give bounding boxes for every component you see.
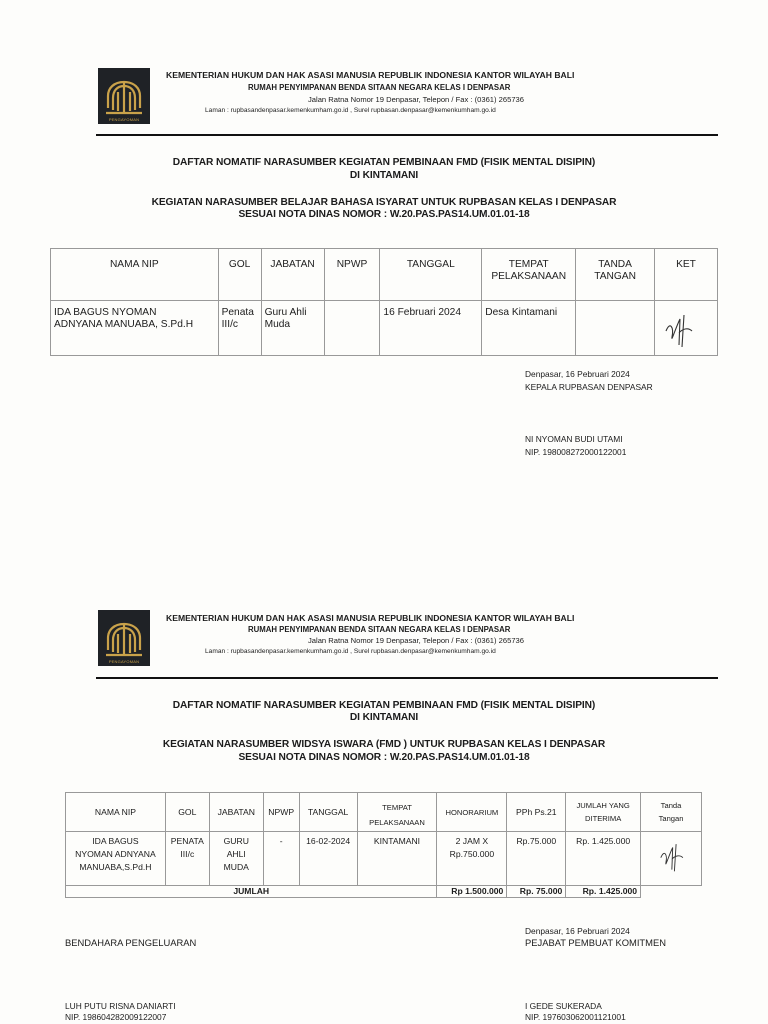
cell-tempat: KINTAMANI — [357, 832, 437, 886]
col-tanda-tangan: Tanda Tangan — [641, 793, 702, 832]
table-row — [51, 301, 718, 356]
kop-rule — [96, 134, 718, 136]
col-tanda-tangan: TANDA TANGAN — [576, 249, 655, 301]
total-pph: Rp. 75.000 — [507, 886, 566, 898]
page2-sign-left-nip: NIP. 198604282009122007 — [65, 1012, 167, 1022]
page1-sign-name: NI NYOMAN BUDI UTAMI — [525, 434, 623, 444]
cell-tanda-tangan — [576, 301, 655, 356]
page2-sign-left-position: BENDAHARA PENGELUARAN — [65, 937, 197, 948]
col-honorarium: HONORARIUM — [437, 793, 507, 832]
kop-address: Jalan Ratna Nomor 19 Denpasar, Telepon / Fax : (0361) 265736 — [308, 636, 524, 645]
col-gol: GOL — [218, 249, 261, 301]
total-row — [66, 886, 702, 898]
page1-title-4: SESUAI NOTA DINAS NOMOR : W.20.PAS.PAS14.UM.01.01-18 — [238, 209, 530, 220]
cell-gol: Penata III/c — [218, 301, 261, 356]
cell-npwp: - — [263, 832, 299, 886]
pohon-beringin-icon — [102, 76, 146, 116]
page1-sign-position: KEPALA RUPBASAN DENPASAR — [525, 382, 653, 392]
kop-website: Laman : rupbasandenpasar.kemenkumham.go.id , Surel rupbasan.denpasar@kemenkumham.go.id — [205, 107, 496, 114]
kop-website: Laman : rupbasandenpasar.kemenkumham.go.id , Surel rupbasan.denpasar@kemenkumham.go.id — [205, 648, 496, 655]
cell-pph: Rp.75.000 — [507, 832, 566, 886]
cell-npwp — [324, 301, 380, 356]
total-jumlah: Rp. 1.425.000 — [566, 886, 641, 898]
page2-title-1: DAFTAR NOMATIF NARASUMBER KEGIATAN PEMBINAAN FMD (FISIK MENTAL DISIPIN) — [172, 700, 596, 711]
col-npwp: NPWP — [324, 249, 380, 301]
table-row — [66, 832, 702, 886]
col-jumlah-diterima: JUMLAH YANG DITERIMA — [566, 793, 641, 832]
ministry-logo — [98, 610, 150, 666]
kop-address: Jalan Ratna Nomor 19 Denpasar, Telepon / Fax : (0361) 265736 — [308, 95, 524, 104]
pohon-beringin-icon — [102, 618, 146, 658]
table-header-row — [51, 249, 718, 301]
page2-sign-right-position: PEJABAT PEMBUAT KOMITMEN — [525, 937, 666, 948]
cell-tanggal: 16 Februari 2024 — [380, 301, 482, 356]
cell-tempat: Desa Kintamani — [482, 301, 576, 356]
kop-rule — [96, 677, 718, 679]
total-label: JUMLAH — [66, 886, 437, 898]
col-nama-nip: NAMA NIP — [51, 249, 219, 301]
cell-nama: IDA BAGUS NYOMAN ADNYANA MANUABA,S.Pd.H — [66, 832, 166, 886]
page1-nominative-table — [50, 248, 718, 356]
kop-office: RUMAH PENYIMPANAN BENDA SITAAN NEGARA KELAS I DENPASAR — [248, 83, 511, 92]
logo-caption: PENGAYOMAN — [108, 117, 140, 122]
page2-payment-table — [65, 792, 702, 898]
col-tanggal: TANGGAL — [380, 249, 482, 301]
col-tempat: TEMPAT PELAKSANAAN — [482, 249, 576, 301]
cell-gol: PENATA III/c — [165, 832, 209, 886]
kop-ministry: KEMENTERIAN HUKUM DAN HAK ASASI MANUSIA REPUBLIK INDONESIA KANTOR WILAYAH BALI — [166, 613, 575, 623]
table-header-row — [66, 793, 702, 832]
page2-sign-left-name: LUH PUTU RISNA DANIARTI — [65, 1001, 176, 1011]
page2-title-3: KEGIATAN NARASUMBER WIDSYA ISWARA (FMD ) UNTUK RUPBASAN KELAS I DENPASAR — [162, 739, 606, 750]
col-npwp: NPWP — [263, 793, 299, 832]
cell-ket — [655, 301, 718, 356]
cell-tanda-tangan — [641, 832, 702, 886]
cell-jabatan: GURU AHLI MUDA — [209, 832, 263, 886]
col-jabatan: JABATAN — [261, 249, 324, 301]
total-empty — [641, 886, 702, 898]
cell-honorarium: 2 JAM X Rp.750.000 — [437, 832, 507, 886]
cell-jumlah: Rp. 1.425.000 — [566, 832, 641, 886]
page2-sign-right-name: I GEDE SUKERADA — [525, 1001, 602, 1011]
page2-title-4: SESUAI NOTA DINAS NOMOR : W.20.PAS.PAS14.UM.01.01-18 — [238, 752, 530, 763]
col-gol: GOL — [165, 793, 209, 832]
cell-jabatan: Guru Ahli Muda — [261, 301, 324, 356]
page1-title-2: DI KINTAMANI — [349, 170, 419, 181]
page1-sign-nip: NIP. 198008272000122001 — [525, 447, 627, 457]
col-tanggal: TANGGAL — [299, 793, 357, 832]
signature-mark — [654, 835, 688, 877]
col-nama-nip: NAMA NIP — [66, 793, 166, 832]
col-ket: KET — [655, 249, 718, 301]
ministry-logo — [98, 68, 150, 124]
page1-sign-place-date: Denpasar, 16 Pebruari 2024 — [525, 369, 630, 379]
page2-title-2: DI KINTAMANI — [349, 712, 419, 723]
col-jabatan: JABATAN — [209, 793, 263, 832]
logo-caption: PENGAYOMAN — [108, 659, 140, 664]
page2-sign-place-date: Denpasar, 16 Pebruari 2024 — [525, 926, 630, 936]
col-tempat: TEMPAT PELAKSANAAN — [357, 793, 437, 832]
kop-ministry: KEMENTERIAN HUKUM DAN HAK ASASI MANUSIA REPUBLIK INDONESIA KANTOR WILAYAH BALI — [166, 70, 575, 80]
col-pph: PPh Ps.21 — [507, 793, 566, 832]
page1-title-3: KEGIATAN NARASUMBER BELAJAR BAHASA ISYARAT UNTUK RUPBASAN KELAS I DENPASAR — [151, 197, 617, 208]
cell-nama: IDA BAGUS NYOMAN ADNYANA MANUABA, S.Pd.H — [51, 301, 219, 356]
page2-sign-right-nip: NIP. 197603062001121001 — [525, 1012, 626, 1022]
page1-title-1: DAFTAR NOMATIF NARASUMBER KEGIATAN PEMBINAAN FMD (FISIK MENTAL DISIPIN) — [172, 157, 596, 168]
kop-office: RUMAH PENYIMPANAN BENDA SITAAN NEGARA KELAS I DENPASAR — [248, 625, 511, 634]
signature-mark — [658, 307, 698, 351]
cell-tanggal: 16-02-2024 — [299, 832, 357, 886]
total-honorarium: Rp 1.500.000 — [437, 886, 507, 898]
